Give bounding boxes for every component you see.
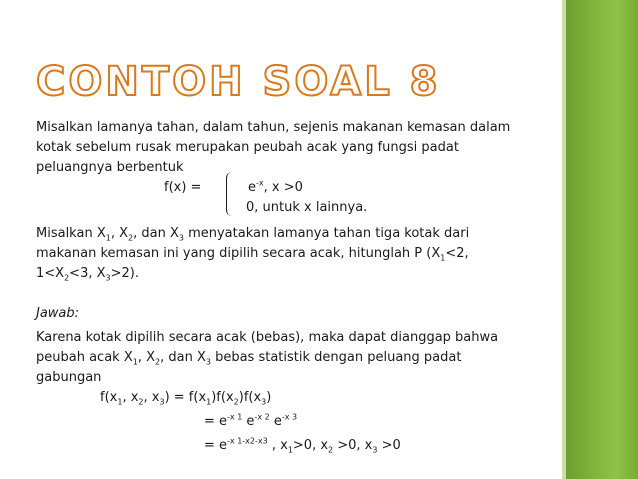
- question-line-2: makanan kemasan ini yang dipilih secara acak, hitunglah P ($X_1<2$,: [36, 246, 469, 263]
- intro-line-3: peluangnya berbentuk: [36, 160, 184, 175]
- equation-joint: $f(x_1$, $x_2$, $x_3) = f(x_1)f(x_2)f(x_3)$: [100, 390, 272, 407]
- intro-line-1: Misalkan lamanya tahan, dalam tahun, sejenis makanan kemasan dalam: [36, 120, 511, 135]
- answer-text: [36, 328, 530, 388]
- question-line-1: Misalkan $X_1$, $X_2$, dan $X_3$ menyatakan lamanya tahan tiga kotak dari: [36, 226, 470, 243]
- intro-line-2: kotak sebelum rusak merupakan peubah acak yang fungsi padat: [36, 140, 459, 155]
- question-line-3: $1<X_2<3$, $X_3>2$).: [36, 266, 139, 283]
- slide-title: CONTOH SOAL 8: [36, 59, 441, 105]
- equation-result: = $e^{-x 1-x2-x3}$ , $x_1>0$, $x_2 >0$, $x_3 >0$: [204, 436, 401, 455]
- fx-case-1: $e^{-x}$, x >0: [248, 178, 303, 195]
- brace-icon: [226, 172, 233, 216]
- fx-lhs: f(x) =: [164, 180, 202, 195]
- fx-case-2: 0, untuk x lainnya.: [246, 200, 368, 215]
- problem-intro: [36, 118, 530, 178]
- problem-question: [36, 224, 530, 284]
- answer-line-3: gabungan: [36, 370, 102, 385]
- decorative-sidebar: [566, 0, 638, 479]
- answer-heading: Jawab:: [36, 306, 80, 321]
- equation-product: = $e^{-x 1}$ $e^{-x 2}$ $e^{-x 3}$: [204, 412, 298, 429]
- answer-line-1: Karena kotak dipilih secara acak (bebas), maka dapat dianggap bahwa: [36, 330, 499, 345]
- answer-line-2: peubah acak $X_1$, $X_2$, dan $X_3$ bebas statistik dengan peluang padat: [36, 350, 462, 367]
